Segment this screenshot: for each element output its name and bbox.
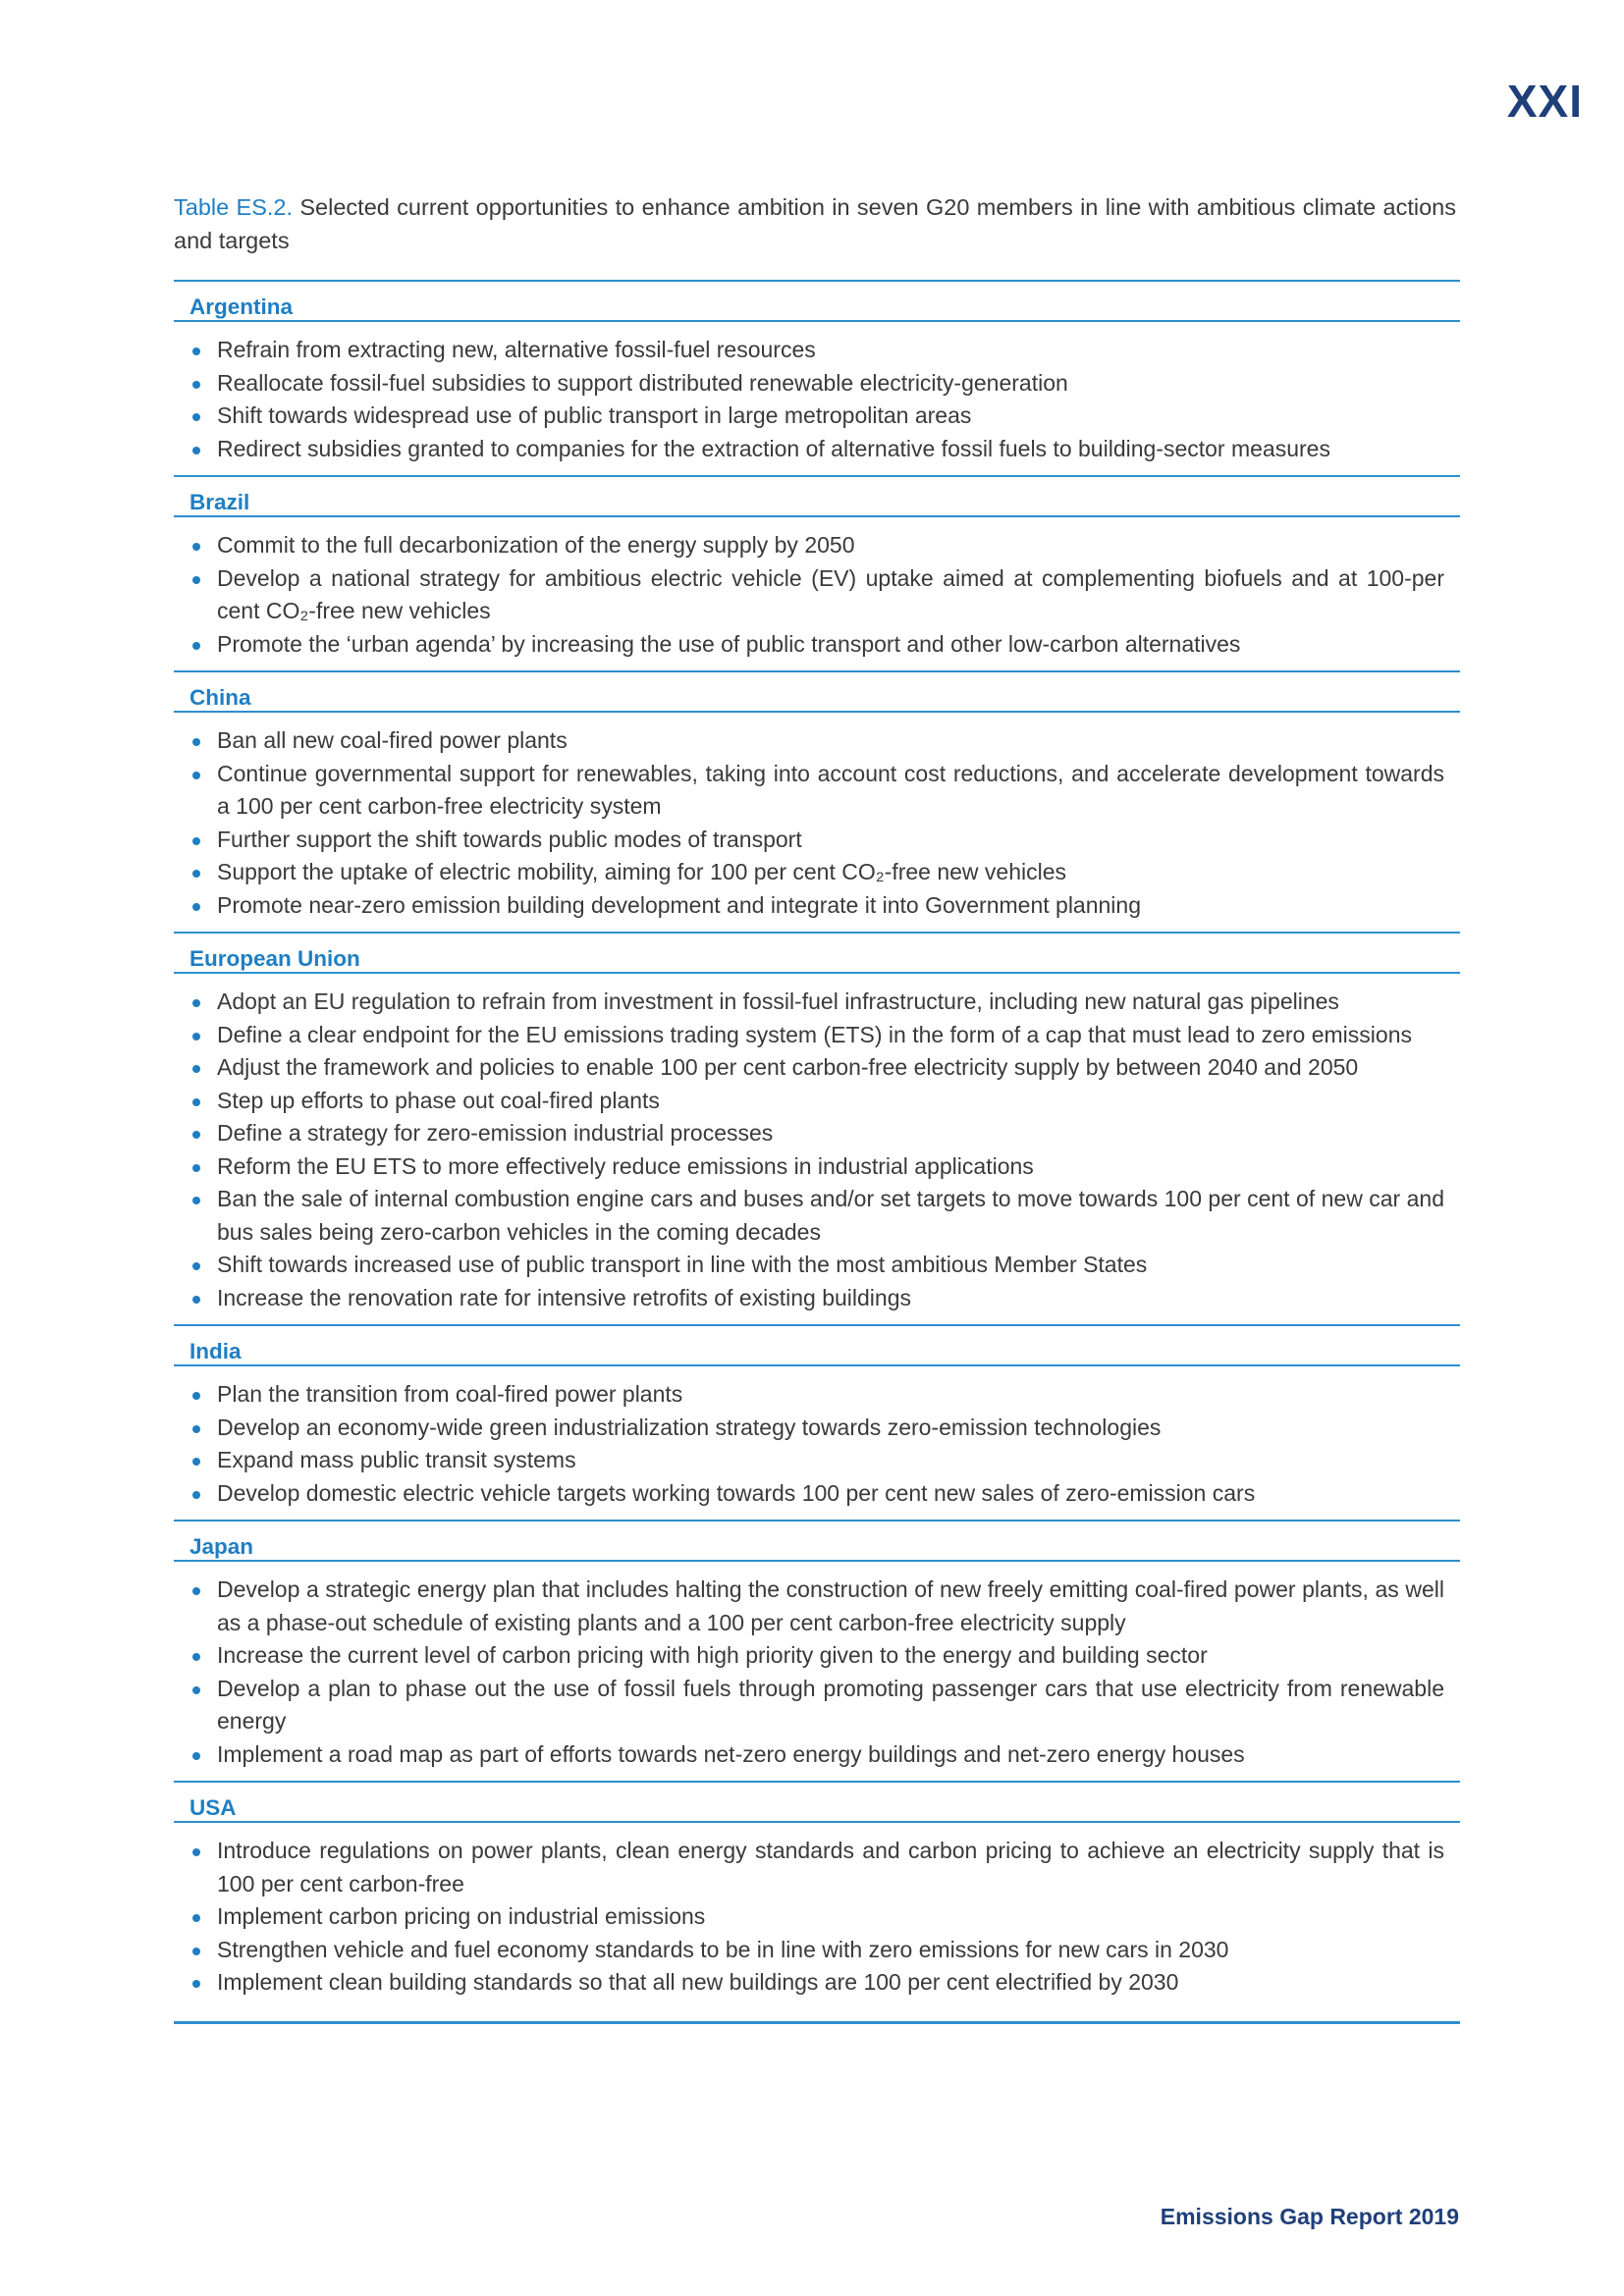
bullet-list bbox=[189, 334, 1444, 465]
bullet-icon bbox=[192, 772, 200, 779]
list-item-text: Define a clear endpoint for the EU emissions trading system (ETS) in the form of a cap that must lead to zero emissions bbox=[217, 1021, 1412, 1047]
list-item-text: Develop a plan to phase out the use of fossil fuels through promoting passenger cars that use electricity from renewable energy bbox=[217, 1675, 1444, 1734]
list-item bbox=[189, 1117, 1444, 1150]
list-item-text: Refrain from extracting new, alternative fossil-fuel resources bbox=[217, 337, 816, 362]
list-item-text: Introduce regulations on power plants, clean energy standards and carbon pricing to achieve an electricity supply that is 100 per cent carbon-free bbox=[217, 1838, 1444, 1896]
list-item-text: Promote the ‘urban agenda’ by increasing the use of public transport and other low-carbon alternatives bbox=[217, 630, 1241, 657]
bullet-icon bbox=[192, 1065, 200, 1073]
section-header-european-union bbox=[174, 934, 1460, 974]
bullet-icon bbox=[192, 1587, 200, 1595]
bullet-list bbox=[189, 529, 1444, 661]
list-item bbox=[189, 856, 1444, 889]
bullet-icon bbox=[192, 447, 200, 454]
table-caption-text: Selected current opportunities to enhance ambition in seven G20 members in line with ambitious climate actions and targets bbox=[174, 194, 1456, 253]
bullet-icon bbox=[192, 1131, 200, 1139]
list-item-text: Shift towards widespread use of public transport in large metropolitan areas bbox=[217, 402, 972, 428]
bullet-icon bbox=[192, 1914, 200, 1922]
bullet-icon bbox=[192, 543, 200, 551]
list-item-text: Define a strategy for zero-emission industrial processes bbox=[217, 1120, 774, 1146]
bullet-icon bbox=[192, 1296, 200, 1304]
section-header-argentina bbox=[174, 282, 1460, 322]
bullet-icon bbox=[192, 347, 200, 355]
bullet-list bbox=[189, 1574, 1444, 1771]
page-number: XXI bbox=[1506, 76, 1583, 127]
list-item bbox=[189, 433, 1444, 466]
list-item-text: Implement clean building standards so that all new buildings are 100 per cent electrified by 2030 bbox=[217, 1969, 1179, 1995]
list-item bbox=[189, 529, 1444, 562]
section-title: Brazil bbox=[189, 490, 250, 514]
table-caption-label: Table ES.2. bbox=[174, 194, 294, 220]
list-item bbox=[189, 1412, 1444, 1445]
section-body-india bbox=[174, 1366, 1460, 1522]
section-header-brazil bbox=[174, 477, 1460, 517]
list-item-text: Redirect subsidies granted to companies for the extraction of alternative fossil fuels to building-sector measures bbox=[217, 435, 1330, 461]
list-item-text: Promote near-zero emission building development and integrate it into Government planning bbox=[217, 891, 1141, 918]
bullet-icon bbox=[192, 1752, 200, 1760]
bullet-list bbox=[189, 724, 1444, 922]
list-item bbox=[189, 1183, 1444, 1249]
bullet-icon bbox=[192, 642, 200, 650]
list-item bbox=[189, 1477, 1444, 1511]
list-item-text: Develop domestic electric vehicle targets working towards 100 per cent new sales of zero-emission cars bbox=[217, 1479, 1256, 1506]
list-item bbox=[189, 1249, 1444, 1282]
list-item bbox=[189, 367, 1444, 400]
list-item bbox=[189, 758, 1444, 824]
bullet-icon bbox=[192, 1098, 200, 1106]
list-item-text: Develop a strategic energy plan that includes halting the construction of new freely emitting coal-fired power plants, as well as a phase-out schedule of existing plants and a 100 per cent carbon-free electricity supply bbox=[217, 1576, 1444, 1635]
list-item-text: Develop a national strategy for ambitious electric vehicle (EV) uptake aimed at complementing biofuels and at 100-per cent CO₂-free new vehicles bbox=[217, 564, 1444, 623]
list-item bbox=[189, 1673, 1444, 1738]
list-item bbox=[189, 1639, 1444, 1673]
list-item bbox=[189, 1051, 1444, 1085]
list-item-text: Reform the EU ETS to more effectively reduce emissions in industrial applications bbox=[217, 1152, 1034, 1179]
list-item-text: Support the uptake of electric mobility, aiming for 100 per cent CO₂-free new vehicles bbox=[217, 859, 1067, 884]
list-item bbox=[189, 986, 1444, 1019]
section-body-european-union bbox=[174, 974, 1460, 1326]
list-item-text: Further support the shift towards public modes of transport bbox=[217, 826, 802, 852]
list-item-text: Adopt an EU regulation to refrain from investment in fossil-fuel infrastructure, including new natural gas pipelines bbox=[217, 988, 1339, 1014]
list-item-text: Ban the sale of internal combustion engine cars and buses and/or set targets to move towards 100 per cent of new car and bus sales being zero-carbon vehicles in the coming decades bbox=[217, 1186, 1444, 1245]
bullet-icon bbox=[192, 1458, 200, 1466]
bullet-icon bbox=[192, 1686, 200, 1694]
bullet-icon bbox=[192, 1848, 200, 1856]
list-item bbox=[189, 1835, 1444, 1900]
list-item bbox=[189, 724, 1444, 758]
list-item bbox=[189, 889, 1444, 923]
section-body-argentina bbox=[174, 322, 1460, 477]
list-item-text: Expand mass public transit systems bbox=[217, 1447, 576, 1472]
opportunities-table bbox=[174, 280, 1460, 2024]
section-body-brazil bbox=[174, 517, 1460, 672]
section-body-japan bbox=[174, 1562, 1460, 1783]
list-item-text: Shift towards increased use of public transport in line with the most ambitious Member States bbox=[217, 1252, 1148, 1277]
list-item-text: Ban all new coal-fired power plants bbox=[217, 727, 568, 753]
bullet-icon bbox=[192, 1948, 200, 1955]
list-item-text: Reallocate fossil-fuel subsidies to support distributed renewable electricity-generation bbox=[217, 369, 1068, 396]
list-item bbox=[189, 1150, 1444, 1184]
section-title: European Union bbox=[189, 946, 360, 971]
bullet-icon bbox=[192, 1197, 200, 1204]
bullet-list bbox=[189, 986, 1444, 1314]
list-item-text: Increase the renovation rate for intensive retrofits of existing buildings bbox=[217, 1284, 911, 1310]
bullet-icon bbox=[192, 1425, 200, 1433]
bullet-icon bbox=[192, 1653, 200, 1661]
report-footer: Emissions Gap Report 2019 bbox=[1160, 2204, 1459, 2229]
section-title: Argentina bbox=[189, 294, 294, 319]
list-item bbox=[189, 1934, 1444, 1967]
bullet-icon bbox=[192, 381, 200, 389]
bullet-icon bbox=[192, 1262, 200, 1270]
section-header-usa bbox=[174, 1783, 1460, 1823]
bullet-list bbox=[189, 1835, 1444, 2000]
table-caption bbox=[174, 190, 1456, 257]
list-item-text: Commit to the full decarbonization of the energy supply by 2050 bbox=[217, 532, 855, 558]
list-item bbox=[189, 1738, 1444, 1772]
bullet-icon bbox=[192, 999, 200, 1007]
list-item-text: Plan the transition from coal-fired power plants bbox=[217, 1381, 683, 1407]
section-title: Japan bbox=[189, 1534, 254, 1559]
bullet-icon bbox=[192, 413, 200, 421]
bullet-icon bbox=[192, 738, 200, 746]
section-title: USA bbox=[189, 1795, 237, 1820]
bullet-icon bbox=[192, 1392, 200, 1400]
bullet-icon bbox=[192, 837, 200, 845]
section-body-usa bbox=[174, 1823, 1460, 2024]
section-title: China bbox=[189, 685, 251, 710]
list-item bbox=[189, 1019, 1444, 1052]
list-item bbox=[189, 824, 1444, 857]
bullet-list bbox=[189, 1378, 1444, 1510]
list-item-text: Continue governmental support for renewables, taking into account cost reductions, and accelerate development towards a 100 per cent carbon-free electricity system bbox=[217, 760, 1444, 819]
bullet-icon bbox=[192, 870, 200, 878]
list-item bbox=[189, 562, 1444, 628]
bullet-icon bbox=[192, 1164, 200, 1172]
list-item-text: Strengthen vehicle and fuel economy standards to be in line with zero emissions for new cars in 2030 bbox=[217, 1936, 1229, 1962]
section-header-china bbox=[174, 672, 1460, 713]
list-item bbox=[189, 1574, 1444, 1639]
bullet-icon bbox=[192, 1491, 200, 1499]
list-item bbox=[189, 400, 1444, 433]
section-title: India bbox=[189, 1339, 242, 1363]
list-item bbox=[189, 1378, 1444, 1412]
list-item-text: Increase the current level of carbon pricing with high priority given to the energy and building sector bbox=[217, 1642, 1208, 1668]
list-item bbox=[189, 1085, 1444, 1118]
list-item bbox=[189, 334, 1444, 367]
bullet-icon bbox=[192, 903, 200, 911]
section-header-india bbox=[174, 1326, 1460, 1366]
list-item-text: Step up efforts to phase out coal-fired plants bbox=[217, 1087, 660, 1113]
section-body-china bbox=[174, 713, 1460, 934]
bullet-icon bbox=[192, 1980, 200, 1988]
list-item bbox=[189, 1282, 1444, 1315]
list-item-text: Develop an economy-wide green industrialization strategy towards zero-emission technologies bbox=[217, 1414, 1162, 1440]
list-item-text: Implement a road map as part of efforts towards net-zero energy buildings and net-zero energy houses bbox=[217, 1740, 1245, 1767]
list-item bbox=[189, 1966, 1444, 2000]
bullet-icon bbox=[192, 576, 200, 584]
list-item bbox=[189, 1444, 1444, 1477]
list-item-text: Implement carbon pricing on industrial emissions bbox=[217, 1903, 706, 1929]
list-item-text: Adjust the framework and policies to enable 100 per cent carbon-free electricity supply by between 2040 and 2050 bbox=[217, 1054, 1359, 1080]
section-header-japan bbox=[174, 1522, 1460, 1562]
list-item bbox=[189, 628, 1444, 662]
list-item bbox=[189, 1900, 1444, 1934]
bullet-icon bbox=[192, 1033, 200, 1041]
